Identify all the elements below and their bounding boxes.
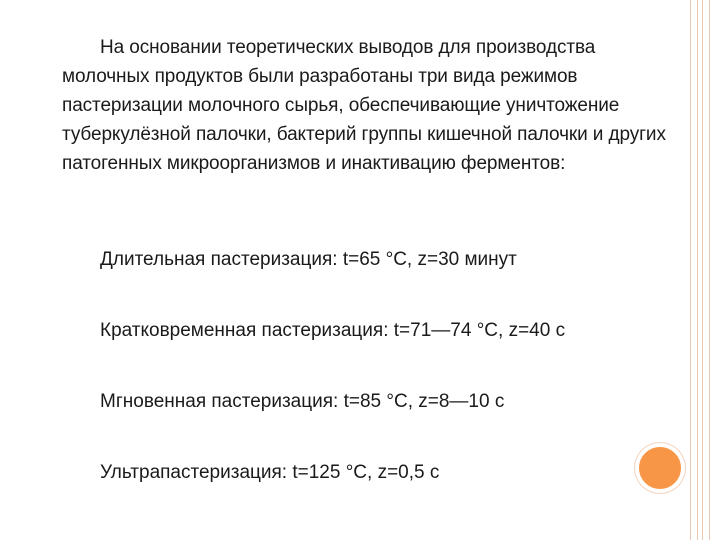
regime-short-pasteurization: Кратковременная пастеризация: t=71—74 °C, z=40 с	[100, 320, 566, 341]
regime-ultrapasteurization: Ультрапастеризация: t=125 °C, z=0,5 с	[100, 462, 440, 483]
intro-paragraph: На основании теоретических выводов для производства молочных продуктов были разработаны три вида режимов пастеризации молочного сырья, обеспечивающие уничтожение туберкулёзной палочки, бактерий группы кишечной палочки и других патогенных микроорганизмов и инактивацию ферментов:	[62, 37, 666, 174]
regime-instant-pasteurization: Мгновенная пастеризация: t=85 °C, z=8—10 с	[100, 391, 505, 412]
decorative-circle-icon	[635, 443, 685, 493]
border-line	[697, 0, 698, 540]
regime-long-pasteurization: Длительная пастеризация: t=65 °C, z=30 минут	[100, 249, 517, 270]
border-line	[709, 0, 710, 540]
border-line	[702, 0, 703, 540]
slide-body	[62, 33, 682, 483]
border-line	[690, 0, 691, 540]
